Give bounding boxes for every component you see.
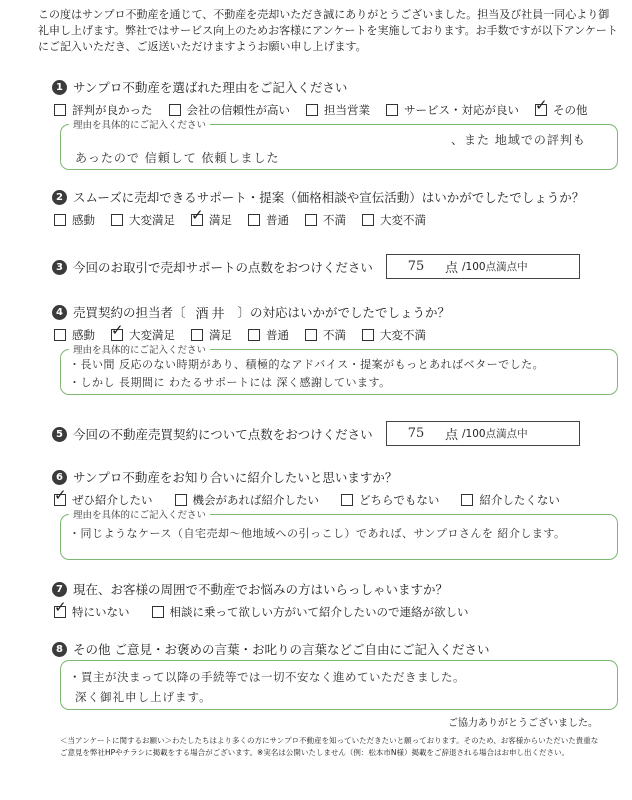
option-satisfied[interactable]: 満足 — [191, 327, 232, 343]
handwritten-answer: ・同じようなケース（自宅売却〜他地域への引っこし）であれば、サンプロさんを 紹介します。 — [69, 527, 566, 540]
question-6 — [52, 468, 618, 509]
checkbox[interactable] — [305, 329, 317, 341]
reason-box-1[interactable] — [60, 120, 618, 170]
option-no[interactable]: 紹介したくない — [461, 492, 560, 508]
intro-text: この度はサンプロ不動産を通じて、不動産を売却いただき誠にありがとうございました。担当及び社員一同心より御礼申し上げます。弊社ではサービス向上のためお客様にアンケートを実施しております。お手数ですが以下アンケートにご記入いただき、ご返送いただけますようお願い申し上げます。 — [38, 8, 618, 53]
checkbox[interactable] — [362, 329, 374, 341]
question-title: 今回の不動産売買契約について点数をおつけください — [73, 427, 373, 442]
question-title-post: 〕の対応はいかがでしたでしょうか？ — [237, 305, 451, 320]
handwritten-answer: ・長い間 反応のない時期があり、積極的なアドバイス・提案がもっとあればベターでした。 — [69, 358, 545, 371]
checkbox[interactable] — [248, 329, 260, 341]
question-number: 2 — [52, 190, 67, 205]
option-satisfied[interactable]: ✓ 満足 — [191, 212, 232, 228]
box-label: 理由を具体的にご記入ください — [69, 117, 210, 131]
score-unit: 点 — [445, 261, 459, 276]
checkbox[interactable] — [386, 104, 398, 116]
option-dissatisfied[interactable]: 不満 — [305, 327, 346, 343]
option-reputation[interactable]: 評判が良かった — [54, 102, 153, 118]
option-impressed[interactable]: 感動 — [54, 212, 95, 228]
question-title-pre: 売買契約の担当者〔 — [73, 305, 186, 320]
checkbox[interactable] — [248, 214, 260, 226]
checkbox[interactable] — [461, 494, 473, 506]
option-impressed[interactable]: 感動 — [54, 327, 95, 343]
question-title: その他 ご意見・お褒めの言葉・お叱りの言葉などご自由にご記入ください — [73, 642, 490, 657]
comment-box-8[interactable] — [60, 660, 618, 710]
handwritten-answer: あったので 信頼して 依頼しました — [75, 151, 280, 165]
option-very-dissatisfied[interactable]: 大変不満 — [362, 327, 426, 343]
handwritten-answer: 深く御礼申し上げます。 — [75, 690, 212, 704]
checkbox[interactable] — [305, 214, 317, 226]
option-none[interactable]: ✓ 特にいない — [54, 604, 130, 620]
checkbox[interactable] — [535, 104, 547, 116]
checkbox[interactable] — [191, 329, 203, 341]
option-dissatisfied[interactable]: 不満 — [305, 212, 346, 228]
checkbox[interactable] — [54, 329, 66, 341]
handwritten-answer: ・買主が決まって以降の手続等では一切不安なく進めていただきました。 — [69, 670, 465, 684]
thanks-text: ご協力ありがとうございました。 — [448, 718, 598, 729]
score-field-3[interactable] — [386, 254, 580, 279]
checkbox[interactable] — [362, 214, 374, 226]
question-7 — [52, 580, 618, 621]
box-label: 理由を具体的にご記入ください — [69, 507, 210, 521]
score-value: 75 — [407, 426, 425, 441]
question-number: 3 — [52, 260, 67, 275]
option-very-satisfied[interactable]: 大変満足 — [111, 212, 175, 228]
checkbox[interactable] — [111, 329, 123, 341]
question-title: サンプロ不動産をお知り合いに紹介したいと思いますか？ — [73, 470, 398, 485]
question-title: スムーズに売却できるサポート・提案（価格相談や宣伝活動）はいかがでしたでしょうか？ — [73, 190, 585, 205]
option-other[interactable]: ✓ その他 — [535, 102, 588, 118]
score-suffix: /100点満点中 — [462, 428, 528, 440]
question-number: 1 — [52, 80, 67, 95]
option-if-opportunity[interactable]: 機会があれば紹介したい — [175, 492, 320, 508]
question-2 — [52, 188, 618, 229]
option-reliability[interactable]: 会社の信頼性が高い — [169, 102, 291, 118]
option-normal[interactable]: 普通 — [248, 212, 289, 228]
option-normal[interactable]: 普通 — [248, 327, 289, 343]
question-number: 5 — [52, 427, 67, 442]
score-unit: 点 — [445, 428, 459, 443]
checkbox[interactable] — [152, 606, 164, 618]
checkbox[interactable] — [54, 104, 66, 116]
reason-box-6[interactable] — [60, 510, 618, 560]
question-title: 現在、お客様の周囲で不動産でお悩みの方はいらっしゃいますか？ — [73, 582, 449, 597]
option-definitely[interactable]: ✓ ぜひ紹介したい — [54, 492, 153, 508]
score-suffix: /100点満点中 — [462, 261, 528, 273]
question-number: 6 — [52, 470, 67, 485]
option-neutral[interactable]: どちらでもない — [341, 492, 439, 508]
checkbox[interactable] — [111, 214, 123, 226]
question-1 — [52, 78, 618, 119]
checkbox[interactable] — [54, 606, 66, 618]
checkbox[interactable] — [54, 494, 66, 506]
footnote: ＜当アンケートに関するお願い＞わたしたちはより多くの方にサンプロ不動産を知っていただきたいと願っております。そのため、お客様からいただいた貴重なご意見を弊社HPやチラシに掲載をする場合がございます。※実名は公開いたしません（例：松本市N様）掲載をご辞退される場合はお申し出ください。 — [60, 736, 599, 757]
option-very-dissatisfied[interactable]: 大変不満 — [362, 212, 426, 228]
checkbox[interactable] — [306, 104, 318, 116]
question-number: 4 — [52, 305, 67, 320]
question-4 — [52, 303, 618, 344]
handwritten-answer: 、また 地域での評判も — [451, 133, 586, 147]
checkbox[interactable] — [341, 494, 353, 506]
score-value: 75 — [407, 259, 425, 274]
question-title: サンプロ不動産を選ばれた理由をご記入ください — [73, 80, 348, 95]
checkbox[interactable] — [175, 494, 187, 506]
option-service[interactable]: サービス・対応が良い — [386, 102, 519, 118]
box-label: 理由を具体的にご記入ください — [69, 342, 210, 356]
staff-name: 酒井 — [195, 306, 228, 322]
reason-box-4[interactable] — [60, 345, 618, 395]
question-number: 8 — [52, 642, 67, 657]
option-sales-rep[interactable]: 担当営業 — [306, 102, 370, 118]
checkbox[interactable] — [54, 214, 66, 226]
question-number: 7 — [52, 582, 67, 597]
question-title: 今回のお取引で売却サポートの点数をおつけください — [73, 260, 373, 275]
handwritten-answer: ・しかし 長期間に わたるサポートには 深く感謝しています。 — [69, 376, 391, 389]
option-request-contact[interactable]: 相談に乗って欲しい方がいて紹介したいので連絡が欲しい — [152, 604, 469, 620]
option-very-satisfied[interactable]: ✓ 大変満足 — [111, 327, 175, 343]
score-field-5[interactable] — [386, 421, 580, 446]
question-8 — [52, 640, 618, 658]
checkbox[interactable] — [191, 214, 203, 226]
checkbox[interactable] — [169, 104, 181, 116]
